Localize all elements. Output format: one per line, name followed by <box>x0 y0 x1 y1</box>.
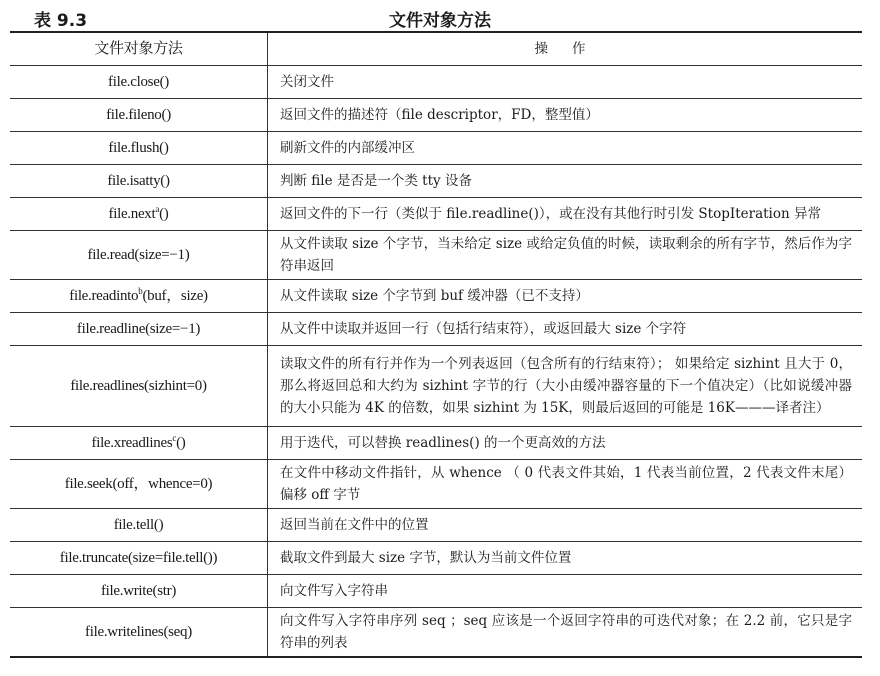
method-args: () <box>159 74 169 90</box>
method-args: (sizhint=0) <box>144 378 207 394</box>
table-row <box>10 66 862 99</box>
method-args: () <box>159 206 169 222</box>
operation-description: 读取文件的所有行并作为一个列表返回（包含所有的行结束符）； 如果给定 sizhint 且大于 0，那么将返回总和大约为 sizhint 字节的行（大小由缓冲器容量的下一个值决定）（比如说缓冲器的大小只能为 4K 的倍数，如果 sizhint 为 15K，则最后返回的可能是 16K———译者注） <box>268 346 863 427</box>
table-row <box>10 608 862 658</box>
method-args: () <box>176 435 186 451</box>
method-args: (buf，size) <box>142 288 208 304</box>
method-name: file.readlines <box>70 378 145 394</box>
table-row <box>10 132 862 165</box>
method-args: () <box>159 140 169 156</box>
method-name: file.fileno <box>106 107 162 123</box>
method-cell <box>10 460 268 509</box>
operation-description: 向文件写入字符串 <box>268 575 863 608</box>
method-cell <box>10 132 268 165</box>
table-title: 文件对象方法 <box>389 11 491 31</box>
table-caption <box>0 4 880 30</box>
column-header-method: 文件对象方法 <box>10 32 268 66</box>
table-row <box>10 198 862 231</box>
footnote-marker: c <box>172 433 177 443</box>
table-row <box>10 231 862 280</box>
method-name: file.flush <box>108 140 160 156</box>
method-args: (seq) <box>163 624 192 640</box>
method-name: file.xreadlines <box>91 435 173 451</box>
method-cell <box>10 608 268 658</box>
method-name: file.close <box>108 74 160 90</box>
table-row <box>10 542 862 575</box>
method-name: file.read <box>87 247 135 263</box>
operation-description: 用于迭代，可以替换 readlines() 的一个更高效的方法 <box>268 427 863 460</box>
method-cell <box>10 99 268 132</box>
table-row <box>10 280 862 313</box>
operation-description: 向文件写入字符串序列 seq ；seq 应该是一个返回字符串的可迭代对象；在 2.2 前，它只是字符串的列表 <box>268 608 863 658</box>
operation-description: 截取文件到最大 size 字节，默认为当前文件位置 <box>268 542 863 575</box>
operation-description: 返回文件的下一行（类似于 file.readline()），或在没有其他行时引发 StopIteration 异常 <box>268 198 863 231</box>
table-row <box>10 460 862 509</box>
method-cell <box>10 346 268 427</box>
table-header-row <box>10 32 862 66</box>
operation-description: 关闭文件 <box>268 66 863 99</box>
method-args: () <box>161 107 171 123</box>
method-name: file.isatty <box>107 173 161 189</box>
method-cell <box>10 280 268 313</box>
table-row <box>10 427 862 460</box>
table-number: 表 9.3 <box>34 11 88 31</box>
table-row <box>10 509 862 542</box>
table-row <box>10 346 862 427</box>
method-cell <box>10 427 268 460</box>
method-args: () <box>160 173 170 189</box>
table-row <box>10 99 862 132</box>
method-args: (off，whence=0) <box>112 476 213 492</box>
method-name: file.readinto <box>69 288 139 304</box>
operation-description: 返回当前在文件中的位置 <box>268 509 863 542</box>
method-name: file.next <box>108 206 156 222</box>
method-args: (size=file.tell()) <box>127 550 218 566</box>
method-cell <box>10 509 268 542</box>
method-cell <box>10 198 268 231</box>
operation-description: 从文件读取 size 个字节到 buf 缓冲器（已不支持） <box>268 280 863 313</box>
operation-description: 判断 file 是否是一个类 tty 设备 <box>268 165 863 198</box>
method-args: () <box>153 517 164 533</box>
operation-description: 返回文件的描述符（file descriptor，FD，整型值） <box>268 99 863 132</box>
method-cell <box>10 542 268 575</box>
method-args: (str) <box>152 583 177 599</box>
table-row <box>10 165 862 198</box>
method-cell <box>10 231 268 280</box>
operation-description: 在文件中移动文件指针，从 whence （ 0 代表文件其始，1 代表当前位置，2 代表文件末尾）偏移 off 字节 <box>268 460 863 509</box>
method-name: file.seek <box>64 476 113 492</box>
method-args: (size=−1) <box>134 247 190 263</box>
method-cell <box>10 575 268 608</box>
method-name: file.truncate <box>59 550 128 566</box>
method-name: file.readline <box>76 321 146 337</box>
method-cell <box>10 313 268 346</box>
table-row <box>10 575 862 608</box>
table-row <box>10 313 862 346</box>
file-methods-table <box>10 31 862 658</box>
operation-description: 刷新文件的内部缓冲区 <box>268 132 863 165</box>
column-header-operation: 操作 <box>268 32 863 66</box>
method-cell <box>10 66 268 99</box>
method-name: file.write <box>100 583 153 599</box>
operation-description: 从文件中读取并返回一行（包括行结束符），或返回最大 size 个字符 <box>268 313 863 346</box>
method-name: file.tell <box>113 517 154 533</box>
method-args: (size=−1) <box>145 321 201 337</box>
method-cell <box>10 165 268 198</box>
footnote-marker: b <box>138 286 143 296</box>
operation-description: 从文件读取 size 个字节，当未给定 size 或给定负值的时候，读取剩余的所有字节，然后作为字符串返回 <box>268 231 863 280</box>
footnote-marker: a <box>155 204 160 214</box>
method-name: file.writelines <box>85 624 164 640</box>
